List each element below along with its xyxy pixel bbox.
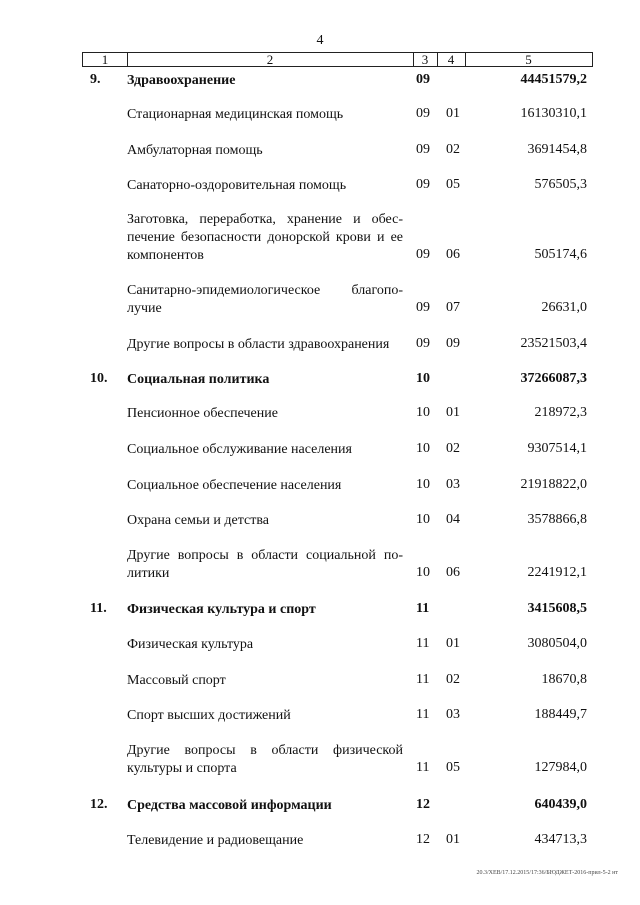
row-name: Другие вопросы в области здравоохранения: [127, 337, 390, 352]
amount: 188449,7: [534, 707, 587, 722]
amount: 640439,0: [534, 797, 587, 812]
amount: 434713,3: [534, 832, 587, 847]
section-code: 10: [416, 512, 430, 527]
subsection-code: 02: [446, 441, 460, 456]
section-code: 10: [416, 477, 430, 492]
section-code: 09: [416, 142, 430, 157]
row-name: Санитарно-эпидемиологическое благопо-лучие: [127, 283, 403, 316]
header-col-3: 3: [421, 52, 429, 67]
subsection-code: 07: [446, 300, 460, 315]
row-name: Санаторно-оздоровительная помощь: [127, 178, 347, 193]
subsection-code: 01: [446, 405, 460, 420]
section-code: 11: [416, 672, 430, 687]
section-code: 11: [416, 707, 430, 722]
row-name: Физическая культура и спорт: [127, 602, 316, 617]
amount: 18670,8: [541, 672, 587, 687]
subsection-code: 04: [446, 512, 460, 527]
row-name: Амбулаторная помощь: [127, 143, 263, 158]
section-code: 09: [416, 106, 430, 121]
row-name: Социальное обеспечение населения: [127, 478, 342, 493]
page-number: 4: [316, 33, 324, 48]
subsection-code: 02: [446, 142, 460, 157]
row-name: Спорт высших достижений: [127, 708, 291, 723]
subsection-code: 06: [446, 565, 460, 580]
subsection-code: 03: [446, 477, 460, 492]
subsection-code: 03: [446, 707, 460, 722]
subsection-code: 09: [446, 336, 460, 351]
section-code: 10: [416, 565, 430, 580]
subsection-code: 05: [446, 760, 460, 775]
amount: 505174,6: [534, 247, 587, 262]
section-code: 09: [416, 247, 430, 262]
section-code: 12: [416, 797, 430, 812]
section-number: 11.: [90, 601, 107, 616]
amount: 3080504,0: [527, 636, 587, 651]
section-number: 9.: [90, 72, 101, 87]
amount: 37266087,3: [520, 371, 587, 386]
row-name: Другие вопросы в области социальной по-литики: [127, 548, 403, 581]
amount: 16130310,1: [520, 106, 587, 121]
amount: 2241912,1: [527, 565, 587, 580]
section-number: 12.: [90, 797, 108, 812]
subsection-code: 05: [446, 177, 460, 192]
header-col-4: 4: [447, 52, 455, 67]
row-name: Средства массовой информации: [127, 798, 332, 813]
row-name: Социальное обслуживание населения: [127, 442, 352, 457]
row-name: Охрана семьи и детства: [127, 513, 269, 528]
amount: 21918822,0: [520, 477, 587, 492]
row-name: Стационарная медицинская помощь: [127, 107, 344, 122]
section-code: 09: [416, 72, 430, 87]
subsection-code: 01: [446, 106, 460, 121]
row-name: Массовый спорт: [127, 673, 226, 688]
section-code: 11: [416, 636, 430, 651]
subsection-code: 02: [446, 672, 460, 687]
header-col-5: 5: [525, 52, 532, 67]
amount: 9307514,1: [527, 441, 587, 456]
subsection-code: 01: [446, 636, 460, 651]
amount: 44451579,2: [520, 72, 587, 87]
amount: 23521503,4: [520, 336, 587, 351]
row-name: Телевидение и радиовещание: [127, 833, 304, 848]
section-code: 10: [416, 371, 430, 386]
amount: 127984,0: [534, 760, 587, 775]
row-name: Здравоохранение: [127, 73, 236, 88]
header-col-1: 1: [101, 52, 109, 67]
section-code: 09: [416, 336, 430, 351]
table-header: [82, 52, 593, 67]
amount: 3691454,8: [527, 142, 587, 157]
section-code: 11: [416, 760, 430, 775]
section-code: 10: [416, 405, 430, 420]
subsection-code: 01: [446, 832, 460, 847]
amount: 218972,3: [534, 405, 587, 420]
amount: 3578866,8: [527, 512, 587, 527]
section-code: 11: [416, 601, 430, 616]
subsection-code: 06: [446, 247, 460, 262]
amount: 26631,0: [541, 300, 587, 315]
row-name: Заготовка, переработка, хранение и обес-печение безопасности донорской крови и ее компонентов: [127, 212, 403, 263]
row-name: Физическая культура: [127, 637, 254, 652]
section-code: 09: [416, 300, 430, 315]
row-name: Другие вопросы в области физической культуры и спорта: [127, 743, 403, 776]
section-number: 10.: [90, 371, 108, 386]
amount: 576505,3: [534, 177, 587, 192]
header-col-2: 2: [266, 52, 274, 67]
amount: 3415608,5: [527, 601, 587, 616]
row-name: Пенсионное обеспечение: [127, 406, 278, 421]
section-code: 12: [416, 832, 430, 847]
row-name: Социальная политика: [127, 372, 270, 387]
section-code: 09: [416, 177, 430, 192]
footer-stamp: 20.3/ХЕВ/17.12.2015/17:36/БЮДЖЕТ-2016-прил-5-2 нт: [476, 870, 618, 876]
section-code: 10: [416, 441, 430, 456]
